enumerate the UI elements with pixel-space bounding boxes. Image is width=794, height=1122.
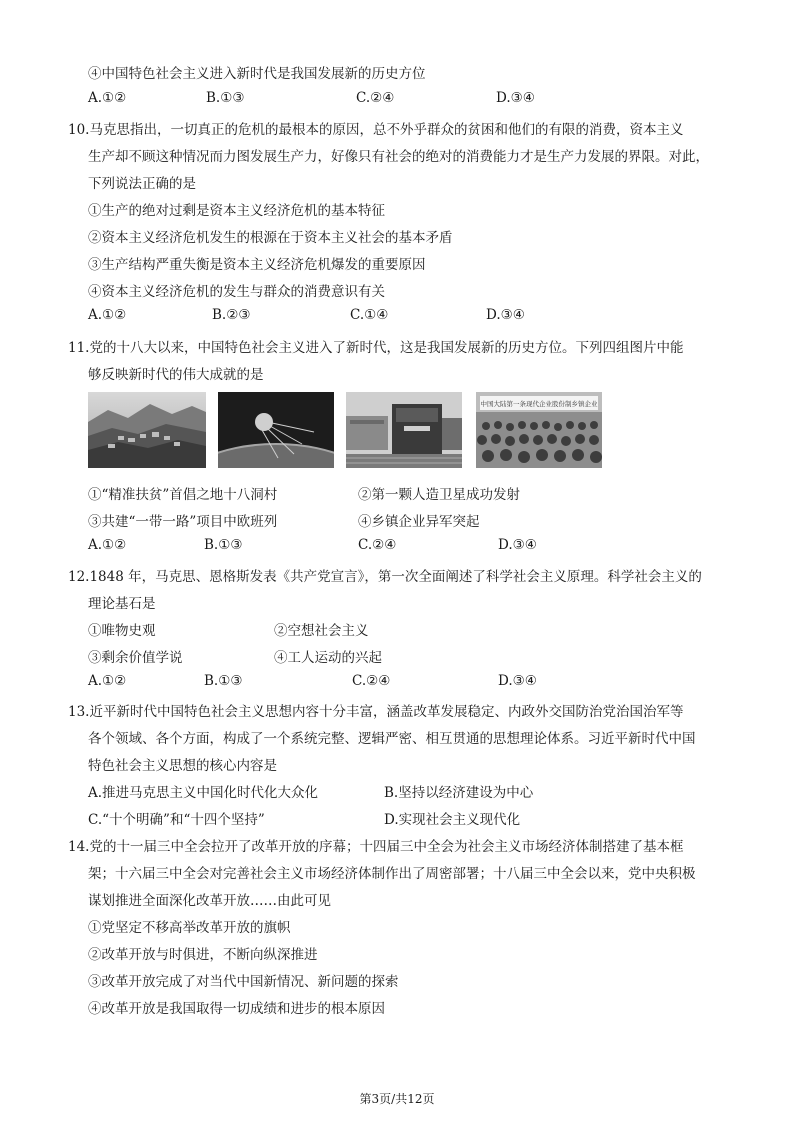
village-photo	[88, 392, 206, 468]
q10-option-d: D.③④	[486, 307, 525, 323]
q12-option-d: D.③④	[498, 673, 537, 689]
q13-stem-line-3: 特色社会主义思想的核心内容是	[88, 758, 277, 774]
q14-stem-line-2: 架；十六届三中全会对完善社会主义市场经济体制作出了周密部署；十八届三中全会以来，党中央积极	[88, 866, 696, 882]
q10-stem-line-3: 下列说法正确的是	[88, 176, 196, 192]
q14-statement-1: ①党坚定不移高举改革开放的旗帜	[88, 920, 291, 936]
q10-stem-line-2: 生产却不顾这种情况而力图发展生产力，好像只有社会的绝对的消费能力才是生产力发展的界限。对此，	[88, 149, 709, 165]
q13-option-b: B.坚持以经济建设为中心	[384, 785, 534, 801]
train-photo	[346, 392, 462, 468]
q11-stem-line-2: 够反映新时代的伟大成就的是	[88, 367, 264, 383]
q12-stem-line-1: 12.1848 年，马克思、恩格斯发表《共产党宣言》，第一次全面阐述了科学社会主义原理。科学社会主义的	[68, 569, 702, 585]
q11-option-a: A.①②	[88, 537, 127, 553]
q11-option-c: C.②④	[358, 537, 397, 553]
q12-option-a: A.①②	[88, 673, 127, 689]
q10-option-b: B.②③	[212, 307, 251, 323]
q14-statement-2: ②改革开放与时俱进，不断向纵深推进	[88, 947, 318, 963]
q12-statement-4: ④工人运动的兴起	[274, 650, 382, 666]
q12-statement-1: ①唯物史观	[88, 623, 156, 639]
q13-stem-line-1: 13.近平新时代中国特色社会主义思想内容十分丰富，涵盖改革发展稳定、内政外交国防治党治国治军等	[68, 704, 684, 720]
q12-option-b: B.①③	[204, 673, 243, 689]
q13-stem-line-2: 各个领域、各个方面，构成了一个系统完整、逻辑严密、相互贯通的思想理论体系。习近平新时代中国	[88, 731, 696, 747]
q9-option-b: B.①③	[206, 90, 245, 106]
q10-statement-3: ③生产结构严重失衡是资本主义经济危机爆发的重要原因	[88, 257, 426, 273]
q12-statement-3: ③剩余价值学说	[88, 650, 183, 666]
q10-stem-line-1: 10.马克思指出，一切真正的危机的最根本的原因，总不外乎群众的贫困和他们的有限的消费，资本主义	[68, 122, 684, 138]
q10-statement-2: ②资本主义经济危机发生的根源在于资本主义社会的基本矛盾	[88, 230, 453, 246]
page-number: 第3页/共12页	[359, 1092, 435, 1106]
q11-statement-1: ①“精准扶贫”首倡之地十八洞村	[88, 487, 278, 503]
q14-statement-3: ③改革开放完成了对当代中国新情况、新问题的探索	[88, 974, 399, 990]
q9-option-a: A.①②	[88, 90, 127, 106]
q10-statement-1: ①生产的绝对过剩是资本主义经济危机的基本特征	[88, 203, 385, 219]
q14-stem-line-1: 14.党的十一届三中全会拉开了改革开放的序幕；十四届三中全会为社会主义市场经济体制搭建了基本框	[68, 839, 684, 855]
q9-option-d: D.③④	[496, 90, 535, 106]
satellite-photo	[218, 392, 334, 468]
q12-stem-line-2: 理论基石是	[88, 596, 156, 612]
q11-option-b: B.①③	[204, 537, 243, 553]
q10-option-c: C.①④	[350, 307, 389, 323]
q9-option-c: C.②④	[356, 90, 395, 106]
meeting-photo	[476, 392, 602, 468]
q13-option-a: A.推进马克思主义中国化时代化大众化	[88, 785, 319, 801]
q10-option-a: A.①②	[88, 307, 127, 323]
q9-statement-4: ④中国特色社会主义进入新时代是我国发展新的历史方位	[88, 66, 426, 82]
q12-option-c: C.②④	[352, 673, 391, 689]
q12-statement-2: ②空想社会主义	[274, 623, 369, 639]
q11-statement-4: ④乡镇企业异军突起	[358, 514, 480, 530]
q11-stem-line-1: 11.党的十八大以来，中国特色社会主义进入了新时代，这是我国发展新的历史方位。下列四组图片中能	[68, 340, 684, 356]
meeting-banner-text: 中国大陆第一条现代企业股份制乡镇企业	[480, 400, 598, 408]
q14-statement-4: ④改革开放是我国取得一切成绩和进步的根本原因	[88, 1001, 385, 1017]
q13-option-c: C.“十个明确”和“十四个坚持”	[88, 812, 265, 828]
q11-option-d: D.③④	[498, 537, 537, 553]
q11-statement-3: ③共建“一带一路”项目中欧班列	[88, 514, 278, 530]
q11-statement-2: ②第一颗人造卫星成功发射	[358, 487, 520, 503]
q14-stem-line-3: 谋划推进全面深化改革开放……由此可见	[88, 893, 331, 909]
q13-option-d: D.实现社会主义现代化	[384, 812, 521, 828]
q10-statement-4: ④资本主义经济危机的发生与群众的消费意识有关	[88, 284, 385, 300]
